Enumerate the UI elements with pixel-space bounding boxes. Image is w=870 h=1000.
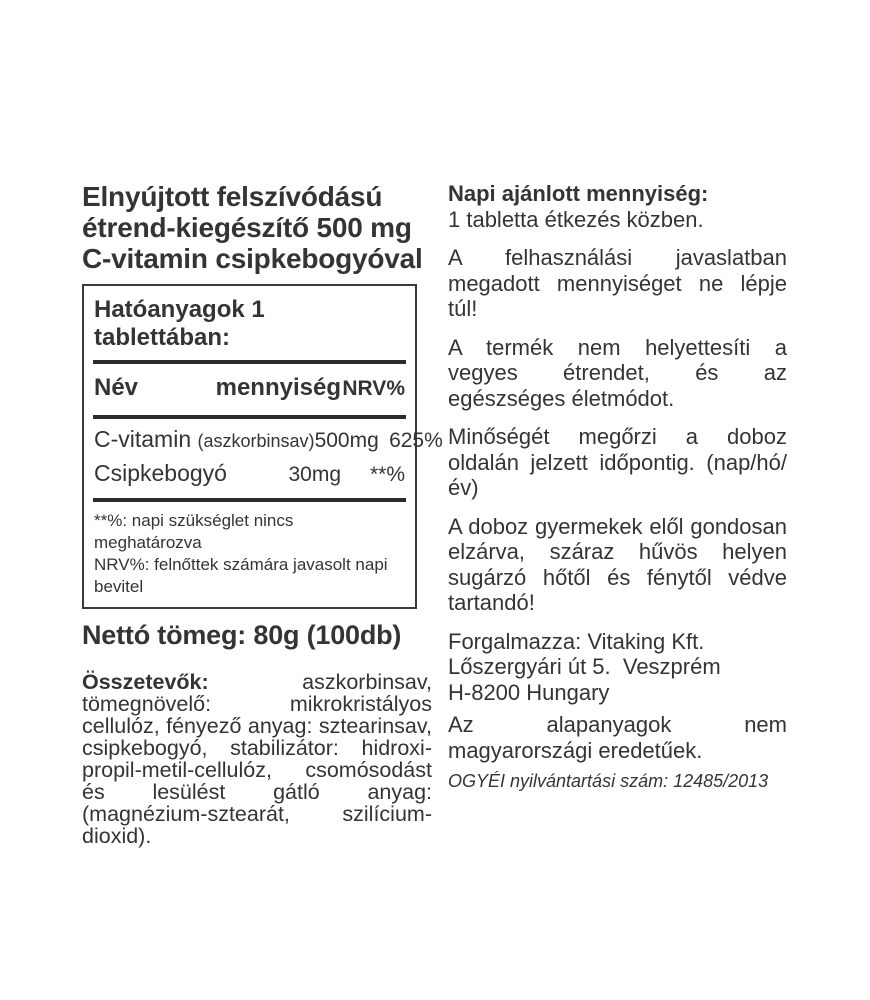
ingredients-text: aszkorbinsav, tömegnövelő: mikrokristályos cellulóz, fényező anyag: sztearinsav, csipkebogyó, stabilizátor: hidroxi-propil-metil-cellulóz, csomósodást és lesülést gátló anyag: (magnézium-sztearát, szilícium-dioxid). (82, 670, 432, 848)
dosage-block (448, 181, 787, 232)
facts-rule-middle (93, 415, 406, 419)
dosage-heading: Napi ajánlott mennyiség: (448, 181, 709, 206)
distributor-line: Lőszergyári út 5. Veszprém (448, 654, 721, 679)
facts-header-row (93, 364, 406, 415)
ingredient-name-cell (94, 460, 227, 487)
product-title: Elnyújtott felszívódású étrend-kiegészítő 500 mg C-vitamin csipkebogyóval (82, 181, 423, 274)
left-column (82, 181, 443, 848)
table-row (93, 460, 406, 487)
col-name-label: Név (94, 374, 139, 401)
dosage-text: 1 tabletta étkezés közben. (448, 206, 704, 232)
quality-note: Minőségét megőrzi a doboz oldalán jelzett időpontig. (nap/hó/év) (448, 424, 787, 500)
supplement-facts-box (82, 284, 443, 609)
registration-number: OGYÉI nyilvántartási szám: 12485/2013 (448, 771, 769, 791)
facts-footnotes (93, 502, 406, 598)
origin-note: Az alapanyagok nem magyarországi eredetűek. (448, 712, 787, 763)
ingredients-paragraph (82, 671, 432, 847)
table-row (93, 426, 443, 453)
diet-warning: A termék nem helyettesíti a vegyes étrendet, és az egészséges életmódot. (448, 334, 787, 411)
ingredient-qty: 30mg (288, 463, 341, 486)
ingredient-note: (aszkorbinsav) (197, 431, 315, 451)
ingredient-qty: 500mg (314, 429, 379, 452)
distributor-block (448, 629, 787, 706)
ingredient-name: Csipkebogyó (94, 460, 227, 486)
net-weight: Nettó tömeg: 80g (100db) (82, 620, 402, 650)
col-nrv-label: NRV% (342, 377, 405, 400)
facts-title: Hatóanyagok 1 tablettában: (94, 296, 265, 351)
usage-warning: A felhasználási javaslatban megadott mennyiséget ne lépje túl! (448, 245, 787, 321)
col-qty-label: mennyiség (215, 374, 341, 401)
ingredient-nrv: 625% (389, 429, 443, 452)
right-column (448, 181, 787, 795)
storage-warning: A doboz gyermekek elől gondosan elzárva, száraz hűvös helyen sugárzó hőtől és fénytől védve tartandó! (448, 513, 787, 615)
facts-footnote: NRV%: felnőttek számára javasolt napi bevitel (94, 555, 388, 596)
distributor-line: Forgalmazza: Vitaking Kft. (448, 628, 705, 654)
ingredient-nrv: **% (369, 463, 405, 486)
ingredients-label: Összetevők: (82, 670, 209, 694)
distributor-line: H-8200 Hungary (448, 679, 610, 705)
ingredient-name-cell (94, 426, 315, 453)
ingredient-name: C-vitamin (94, 426, 192, 452)
facts-footnote: **%: napi szükséglet nincs meghatározva (94, 511, 294, 552)
